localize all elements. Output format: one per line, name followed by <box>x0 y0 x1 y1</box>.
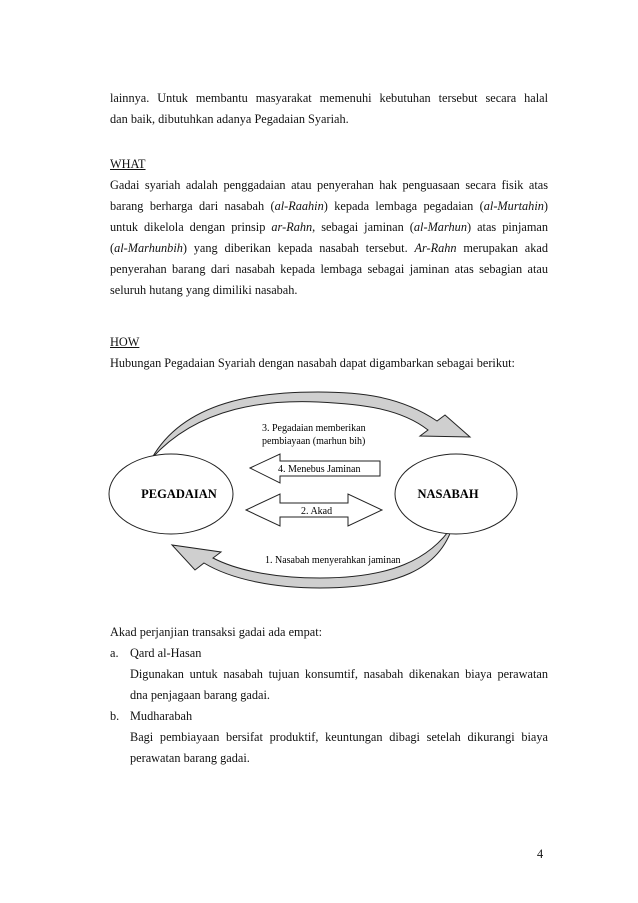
italic-term: Ar-Rahn <box>414 241 457 255</box>
nasabah-label: NASABAH <box>417 487 479 501</box>
how-intro-line: Hubungan Pegadaian Syariah dengan nasabah dapat digambarkan sebagai berikut: <box>110 356 515 370</box>
step4-label: 4. Menebus Jaminan <box>278 464 361 475</box>
italic-term: ar-Rahn <box>271 220 313 234</box>
text-fragment: ( <box>110 241 115 255</box>
page-number: 4 <box>537 847 544 861</box>
what-heading: WHAT <box>110 157 146 171</box>
italic-term: al-Raahin <box>274 199 324 213</box>
text-fragment: Gadai syariah adalah penggadaian atau penyerahan hak penguasaan secara fisik atas <box>110 178 548 192</box>
text-fragment: barang berharga dari nasabah ( <box>110 199 275 213</box>
akad-item-b-line-1: Bagi pembiayaan bersifat produktif, keuntungan dibagi setelah dikurangi biaya <box>130 730 548 744</box>
text-fragment: penyerahan barang dari nasabah kepada lembaga sebagai jaminan atas sebagian atau <box>110 262 548 276</box>
step3-label-line2: pembiayaan (marhun bih) <box>262 436 366 447</box>
intro-line-1: lainnya. Untuk membantu masyarakat memenuhi kebutuhan tersebut secara halal <box>110 91 548 105</box>
italic-term: al-Marhun <box>413 220 467 234</box>
italic-term: al-Marhunbih <box>114 241 183 255</box>
text-fragment: untuk dikelola dengan prinsip <box>110 220 272 234</box>
text-fragment: ) atas pinjaman <box>466 220 548 234</box>
text-fragment: ) <box>543 199 548 213</box>
text-fragment: merupakan akad <box>456 241 548 255</box>
step3-label-line1: 3. Pegadaian memberikan <box>262 423 366 434</box>
step1-label: 1. Nasabah menyerahkan jaminan <box>265 555 401 566</box>
akad-item-a-line-1: Digunakan untuk nasabah tujuan konsumtif, nasabah dikenakan biaya perawatan <box>130 667 548 681</box>
pegadaian-label: PEGADAIAN <box>141 487 217 501</box>
how-heading: HOW <box>110 335 140 349</box>
akad-intro: Akad perjanjian transaksi gadai ada empat: <box>110 625 323 639</box>
text-fragment: , sebagai jaminan ( <box>312 220 414 234</box>
intro-line-2: dan baik, dibutuhkan adanya Pegadaian Syariah. <box>110 112 349 126</box>
text-fragment: ) yang diberikan kepada nasabah tersebut. <box>182 241 415 255</box>
text-fragment: seluruh hutang yang dimiliki nasabah. <box>110 283 298 297</box>
text-fragment: ) kepada lembaga pegadaian ( <box>323 199 484 213</box>
akad-item-b-marker: b. <box>110 709 120 723</box>
akad-item-b-title: Mudharabah <box>130 709 193 723</box>
step2-label: 2. Akad <box>301 506 333 517</box>
akad-item-b-line-2: perawatan barang gadai. <box>130 751 250 765</box>
akad-item-a <box>110 643 548 706</box>
akad-item-b <box>110 706 548 769</box>
akad-section <box>110 622 548 769</box>
akad-item-a-marker: a. <box>110 646 119 660</box>
akad-item-a-line-2: dna penjagaan barang gadai. <box>130 688 270 702</box>
italic-term: al-Murtahin <box>483 199 544 213</box>
akad-item-a-title: Qard al-Hasan <box>130 646 202 660</box>
